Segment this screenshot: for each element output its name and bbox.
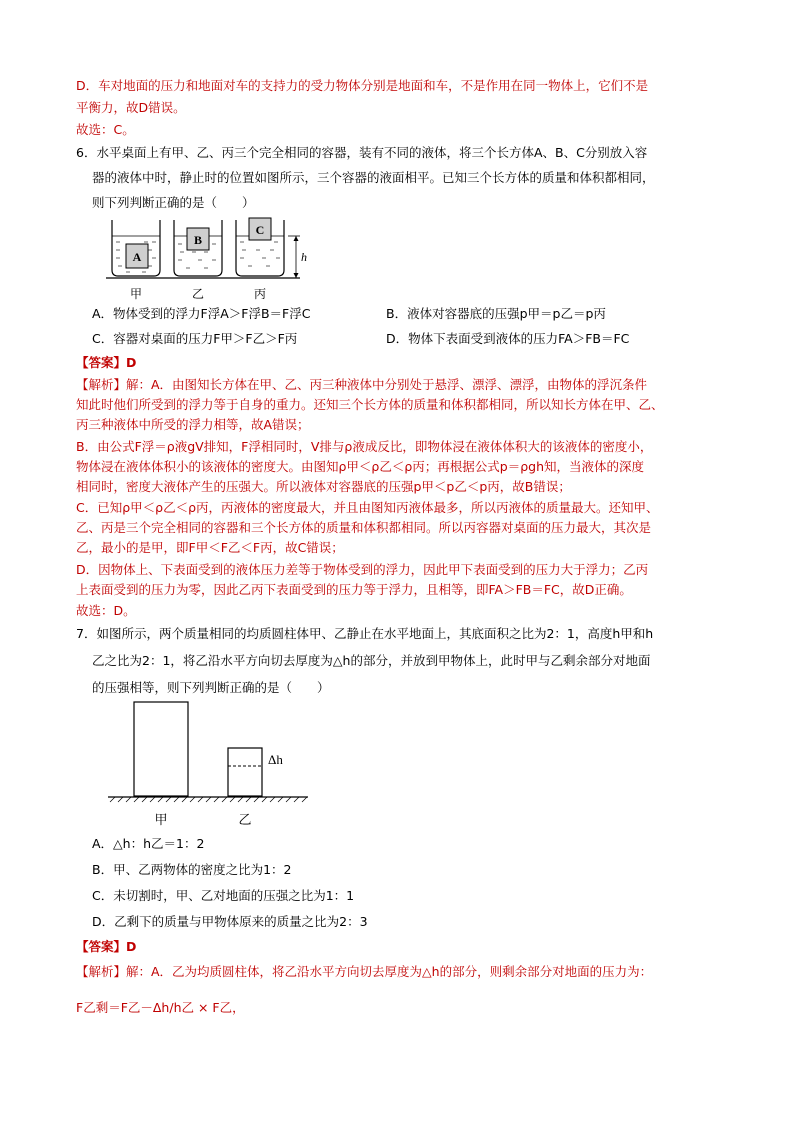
- q6-option-c: C．容器对桌面的压力F甲＞F乙＞F丙: [92, 331, 298, 346]
- q7-option-a: A．△h：h乙＝1：2: [92, 836, 205, 851]
- q6-analysis-line: B．由公式F浮＝ρ液gV排知，F浮相同时，V排与ρ液成反比，即物体浸在液体体积大的该液体的密度小，: [76, 439, 653, 454]
- height-marker: [288, 236, 307, 278]
- container-jia: [112, 220, 160, 276]
- q6-stem-line: 6．水平桌面上有甲、乙、丙三个完全相同的容器，装有不同的液体，将三个长方体A、B、C分别放入容: [76, 145, 648, 160]
- q6-analysis-line: 物体浸在液体体积小的该液体的密度大。由图知ρ甲＜ρ乙＜ρ丙；再根据公式p＝ρgh知，当液体的深度: [76, 459, 645, 474]
- block-c-label: C: [255, 223, 265, 237]
- q7-formula: F乙剩＝F乙－Δh/h乙 × F乙，: [76, 1000, 245, 1015]
- h-label: h: [301, 250, 307, 264]
- q7-answer: 【答案】D: [76, 939, 137, 954]
- q6-answer: 【答案】D: [76, 355, 137, 370]
- container-yi: [174, 220, 222, 276]
- q6-choose: 故选：D。: [76, 603, 136, 618]
- q6-analysis-line: 丙三种液体中所受的浮力相等，故A错误；: [76, 417, 310, 432]
- q7-stem-line: 乙之比为2：1，将乙沿水平方向切去厚度为△h的部分，并放到甲物体上，此时甲与乙剩余部分对地面: [92, 653, 651, 668]
- q7-cylinders-figure: [100, 698, 320, 830]
- q6-option-d: D．物体下表面受到液体的压力FA＞FB＝FC: [386, 331, 630, 346]
- q6-option-b: B．液体对容器底的压强p甲＝p乙＝p丙: [386, 306, 606, 321]
- prev-analysis-line: D．车对地面的压力和地面对车的支持力的受力物体分别是地面和车，不是作用在同一物体上，它们不是: [76, 78, 649, 93]
- q6-analysis-line: D．因物体上、下表面受到的液体压力差等于物体受到的浮力，因此甲下表面受到的压力大于浮力；乙丙: [76, 562, 649, 577]
- q6-option-a: A．物体受到的浮力F浮A＞F浮B＝F浮C: [92, 306, 311, 321]
- delta-h-label: Δh: [268, 752, 283, 767]
- q6-analysis-line: 上表面受到的压力为零，因此乙丙下表面受到的压力等于浮力，且相等，即FA＞FB＝FC，故D正确。: [76, 582, 632, 597]
- q6-analysis-line: 乙、丙是三个完全相同的容器和三个长方体的质量和体积都相同。所以丙容器对桌面的压力最大，其次是: [76, 520, 652, 535]
- label-bing: 丙: [253, 287, 267, 301]
- q6-analysis-line: 【解析】解：A．由图知长方体在甲、乙、丙三种液体中分别处于悬浮、漂浮、漂浮，由物体的浮沉条件: [76, 377, 648, 392]
- q6-analysis-line: 乙，最小的是甲，即F甲＜F乙＜F丙，故C错误；: [76, 540, 344, 555]
- container-bing: [236, 218, 284, 276]
- label-yi: 乙: [238, 813, 252, 828]
- label-jia: 甲: [154, 813, 168, 828]
- q6-stem-line: 则下列判断正确的是（ ）: [92, 195, 255, 210]
- label-jia: 甲: [129, 287, 143, 301]
- q7-option-c: C．未切割时，甲、乙对地面的压强之比为1：1: [92, 888, 355, 903]
- q6-analysis-line: C．已知ρ甲＜ρ乙＜ρ丙，丙液体的密度最大，并且由图知丙液体最多，所以丙液体的质量最大。还知甲、: [76, 500, 659, 515]
- block-a-label: A: [132, 250, 142, 264]
- q6-containers-figure: [100, 212, 320, 304]
- q6-stem-line: 器的液体中时，静止时的位置如图所示，三个容器的液面相平。已知三个长方体的质量和体积都相同，: [92, 170, 655, 185]
- prev-choose: 故选：C。: [76, 122, 135, 137]
- q7-option-b: B．甲、乙两物体的密度之比为1：2: [92, 862, 292, 877]
- cylinder-yi: [228, 748, 262, 796]
- ground: [108, 797, 308, 802]
- q7-analysis-line: 【解析】解：A．乙为均质圆柱体，将乙沿水平方向切去厚度为△h的部分，则剩余部分对地面的压力为：: [76, 964, 653, 979]
- q7-stem-line: 的压强相等，则下列判断正确的是（ ）: [92, 680, 330, 695]
- block-b-label: B: [193, 233, 203, 247]
- q6-analysis-line: 相同时，密度大液体产生的压强大。所以液体对容器底的压强p甲＜p乙＜p丙，故B错误；: [76, 479, 571, 494]
- label-yi: 乙: [191, 287, 205, 301]
- q7-option-d: D．乙剩下的质量与甲物体原来的质量之比为2：3: [92, 914, 368, 929]
- cylinder-jia: [134, 702, 188, 796]
- q6-analysis-line: 知此时他们所受到的浮力等于自身的重力。还知三个长方体的质量和体积都相同，所以知长方体在甲、乙、: [76, 397, 664, 412]
- prev-analysis-line: 平衡力，故D错误。: [76, 100, 186, 115]
- q7-stem-line: 7．如图所示，两个质量相同的均质圆柱体甲、乙静止在水平地面上，其底面积之比为2：1，高度h甲和h: [76, 626, 654, 641]
